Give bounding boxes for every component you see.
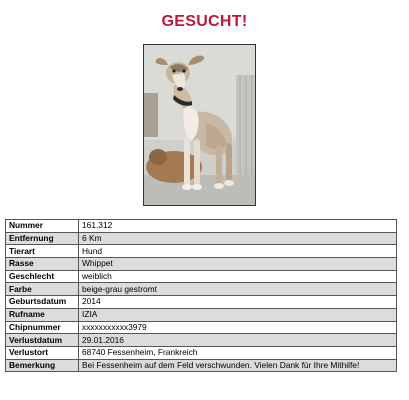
row-value: 68740 Fessenheim, Frankreich	[79, 346, 397, 359]
table-row	[6, 321, 397, 334]
row-label: Bemerkung	[6, 359, 79, 372]
row-label: Nummer	[6, 220, 79, 233]
pet-details-table	[5, 219, 397, 372]
table-row	[6, 296, 397, 309]
row-value: 161.312	[79, 220, 397, 233]
row-label: Chipnummer	[6, 321, 79, 334]
row-label: Verlustdatum	[6, 334, 79, 347]
dog-photo	[143, 44, 256, 206]
row-value: 6 Km	[79, 232, 397, 245]
row-value: 2014	[79, 296, 397, 309]
row-label: Tierart	[6, 245, 79, 258]
row-label: Rufname	[6, 308, 79, 321]
page-title: GESUCHT!	[161, 13, 248, 30]
table-row	[6, 232, 397, 245]
cropped-header-fragment	[0, 0, 409, 2]
table-row	[6, 258, 397, 271]
row-label: Farbe	[6, 283, 79, 296]
row-label: Entfernung	[6, 232, 79, 245]
table-row	[6, 283, 397, 296]
row-label: Rasse	[6, 258, 79, 271]
row-value: beige-grau gestromt	[79, 283, 397, 296]
row-value: Bei Fessenheim auf dem Feld verschwunden. Vielen Dank für Ihre Mithilfe!	[79, 359, 397, 372]
row-value: Hund	[79, 245, 397, 258]
row-label: Geschlecht	[6, 270, 79, 283]
row-value: IZIA	[79, 308, 397, 321]
row-value: weiblich	[79, 270, 397, 283]
row-value: 29.01.2016	[79, 334, 397, 347]
table-row	[6, 359, 397, 372]
table-row	[6, 334, 397, 347]
table-row	[6, 220, 397, 233]
row-value: xxxxxxxxxxx3979	[79, 321, 397, 334]
table-row	[6, 308, 397, 321]
row-label: Geburtsdatum	[6, 296, 79, 309]
row-label: Verlustort	[6, 346, 79, 359]
table-row	[6, 270, 397, 283]
table-row	[6, 346, 397, 359]
table-row	[6, 245, 397, 258]
row-value: Whippet	[79, 258, 397, 271]
